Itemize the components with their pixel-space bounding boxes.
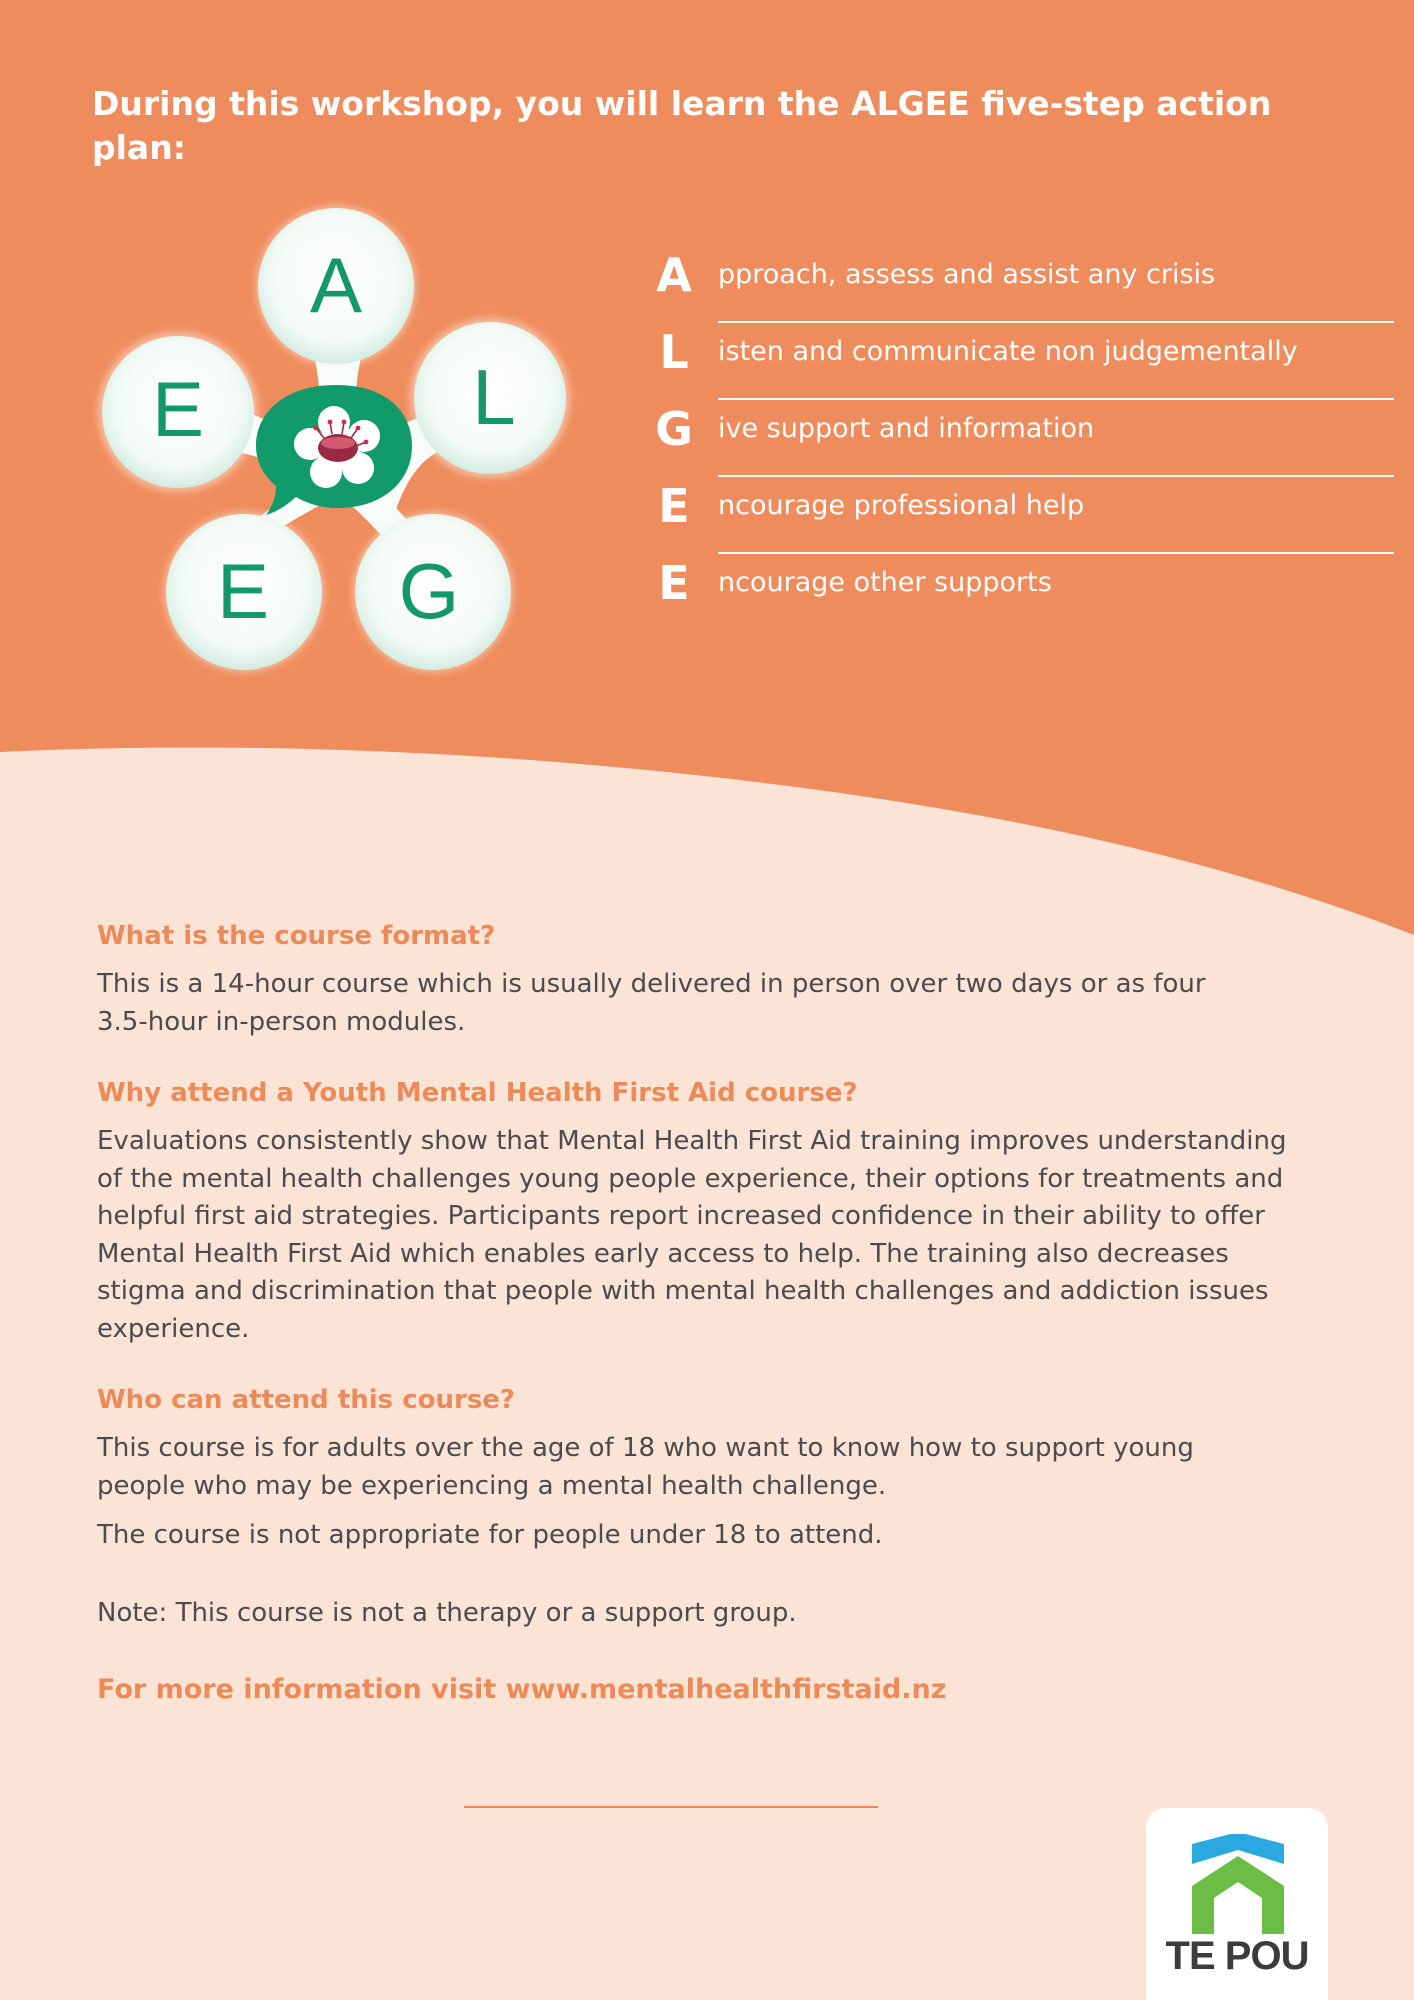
who-restriction: The course is not appropriate for people under 18 to attend. xyxy=(97,1520,883,1550)
petal-letter-l: L xyxy=(472,353,516,441)
why-line: Evaluations consistently show that Mental Health First Aid training improves understanding xyxy=(97,1126,1287,1156)
algee-step-listen xyxy=(654,323,1394,400)
algee-step-give-support xyxy=(654,400,1394,477)
who-line: people who may be experiencing a mental health challenge. xyxy=(97,1470,887,1501)
step-letter: E xyxy=(658,556,690,610)
algee-step-encourage-professional xyxy=(654,477,1394,554)
petal-letter-e-left: E xyxy=(151,365,205,453)
who-heading: Who can attend this course? xyxy=(97,1385,516,1415)
petal-letter-a: A xyxy=(309,241,363,329)
te-pou-logo-mark xyxy=(1188,1834,1288,1934)
format-line: This is a 14-hour course which is usually delivered in person over two days or as four xyxy=(97,969,1206,999)
why-line: of the mental health challenges young people experience, their options for treatments and xyxy=(97,1163,1284,1194)
step-text: ive support and information xyxy=(718,413,1095,444)
step-text: ncourage professional help xyxy=(718,490,1085,521)
te-pou-logo xyxy=(1146,1808,1328,2000)
why-line: experience. xyxy=(97,1313,250,1344)
step-text: pproach, assess and assist any crisis xyxy=(718,259,1216,290)
step-text: isten and communicate non judgementally xyxy=(718,336,1298,367)
why-line: helpful first aid strategies. Participants report increased confidence in their ability to offer xyxy=(97,1201,1265,1231)
petal-letter-e-bottom: E xyxy=(216,547,270,635)
step-letter: E xyxy=(658,479,690,533)
algee-step-approach xyxy=(654,246,1394,323)
format-line: 3.5-hour in-person modules. xyxy=(97,1006,466,1037)
step-letter: G xyxy=(655,402,693,456)
algee-steps-list xyxy=(654,246,1394,631)
why-heading: Why attend a Youth Mental Health First Aid course? xyxy=(97,1078,858,1108)
step-letter: A xyxy=(656,248,692,302)
course-info xyxy=(97,918,1337,1708)
why-line: Mental Health First Aid which enables early access to help. The training also decreases xyxy=(97,1238,1229,1269)
workshop-title: During this workshop, you will learn the ALGEE five-step action plan: xyxy=(92,84,1272,167)
petal-letter-g: G xyxy=(398,547,460,635)
why-line: stigma and discrimination that people with mental health challenges and addiction issues xyxy=(97,1276,1269,1306)
algee-flower-graphic xyxy=(90,200,590,680)
step-letter: L xyxy=(659,325,689,379)
course-note: Note: This course is not a therapy or a support group. xyxy=(97,1597,797,1628)
more-info-link[interactable]: For more information visit www.mentalhealthfirstaid.nz xyxy=(97,1674,947,1705)
footer-divider xyxy=(464,1806,878,1808)
who-line: This course is for adults over the age of 18 who want to know how to support young xyxy=(97,1433,1194,1463)
step-text: ncourage other supports xyxy=(718,567,1052,598)
format-heading: What is the course format? xyxy=(97,921,496,951)
algee-step-encourage-other xyxy=(654,554,1394,631)
logo-text: TE POU xyxy=(1165,1934,1309,1978)
